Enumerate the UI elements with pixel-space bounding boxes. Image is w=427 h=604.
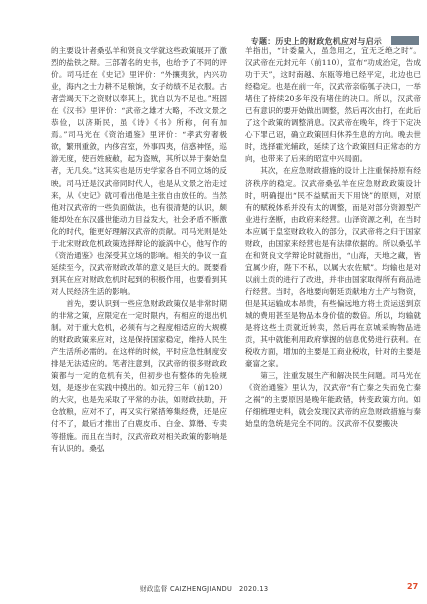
page-footer <box>0 583 427 595</box>
left-column <box>51 45 227 455</box>
paragraph: 的主要设计者桑弘羊和贤良文学就这些政策展开了激烈的盐铁之辩。三部著名的史书，也给予了不同的评价。司马迁在《史记》里评价：“外攘夷狄，内兴功业，海内之士力耕不足粮饷，女子纺绩不足衣服。古者尝竭天下之资财以奉其上，犹自以为不足也。”班固在《汉书》里评价：“武帝之雄才大略，不改文景之恭俭，以济斯民，虽《诗》《书》所称，何有加焉。”司马光在《资治通鉴》里评价：“孝武穷奢极欲，繁刑重敛，内侈宫室，外事四夷，信惑神怪，巡游无度，使百姓疲敝，起为盗贼，其所以异于秦始皇者，无几矣。”这其实也是历史学家各自不同立场的反映。司马迁是汉武帝同时代人，也是从文景之治走过来，从《史记》就可看出他是主张自由放任的。当然他对汉武帝的一些负面做法，也有很清楚的认识，颇能却处在东汉盛世能动力目益发大，社会矛盾不断激化的时代，能更好理解汉武帝的贡献。司马光则是处于北宋财政危机政策选择辩论的漩涡中心，他写作的《资治通鉴》也深受其立场的影响。相关的争议一直延续至今，汉武帝财政改革的意义是巨大的。既要看到其在应对财政危机时起到的积极作用，也要看到其对人民经济生活的影响。 <box>51 46 227 296</box>
header-accent-bar <box>391 36 419 45</box>
journal-name: 财政监督 CAIZHENGJIANDU 2020.13 <box>140 585 269 593</box>
paragraph: 第三，注重发展生产和解决民生问题。司马光在《资治通鉴》里认为，汉武帝“有亡秦之失而免亡秦之祸”的主要原因是晚年能政错，转变政策方向。如仔细梳理史料，就会发现汉武帝的应急财政措施与秦始皇的急统是完全不同的。汉武帝不仅要搬决 <box>245 371 421 429</box>
page-number: 27 <box>407 582 419 591</box>
section-title: 专题：历史上的财政危机应对与启示 <box>250 37 382 46</box>
paragraph: 首先，要认识到一些应急财政政策仅是非常时期的非常之策，应限定在一定时限内，有相应的退出机制。对于重大危机，必须有与之程度相适应的大规模的财政政策来应对，这是保持国家稳定，维持人民生产生活所必需的。在这样的时候，平时应急性制度安排是无法适应的。笔者注意到，汉武帝的很多财政政策都与一定的危机有关，但初步也有整体的先验规划，是逐步在实践中摸出的。如元狩三年（前120）的大灾，也是先采取了平常的办法，如财政扶助，开仓放粮，应对不了，再又实行紧措筹集经费，还是应付不了，最后才推出了白鹿皮币、白金、算缗、专卖等措施。而且在当时，汉武帝政对相关政策的影响是有认识的。桑弘 <box>51 298 227 453</box>
right-column <box>245 45 421 431</box>
paragraph: 其次，在应急财政措施的设计上注重保持原有经济秩序的稳定。汉武帝桑弘羊在应急财政政策设计时，明确提出“民不益赋而天下用饶”的原则，对原有的赋税体系并没有太的调整，而是对部分资源型产业进行垄断，由政府来经营。山泽资源之利，在当时本应属于皇室财政收入的部分，汉武帝将之归于国家财政，由国家来经营也是有法律依据的。所以桑弘羊在和贤良文学辩论时就指出，“山海，天地之藏，皆宜属少府，陛下不私，以属大农佐赋”。均输也是对以前土贡的进行了改进，并非由国家取得所有商品进行经营。当时，各地要向朝廷贡献地方土产与物资，但是其运输成本昂贵，有些偏远地方将土贡运送到京城的费用甚至是物品本身价值的数倍。所以，均输就是将这些土贡就近转卖，然后再在京城采购物品进贡，其中就能利用政府掌握的信息优势进行获利。在税收方面，增加的主要是工商业税收，针对的主要是豪富之家。 <box>245 166 421 369</box>
paragraph: 羊指出，“计委量入，虽急用之，宜无乏绝之时”。汉武帝在元封元年（前110），宣布“功成治定，告成功于天”，这时南越、东瓯等地已经平定，北边也已经稳定。也是在前一年，汉武帝亲临瓠子决口，一举堵住了持续20多年没有堵住的决口。所以，汉武帝已有意识的要开始做出调整，然后再次由打，在此后了这个政策的调整消息。汉武帝在晚年，终于下定决心下罪己诏，确立政策回归休养生息的方向。晚去世时，选择霍光辅政，延续了这个政策回归正常态的方向，也带来了后来的昭宣中兴局面。 <box>245 46 421 164</box>
